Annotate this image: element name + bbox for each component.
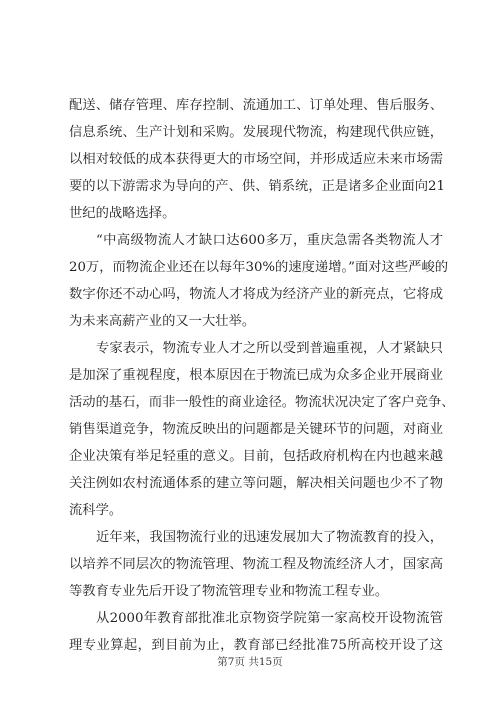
paragraph-3: [69, 335, 455, 524]
text-line: 等教育专业先后开设了物流管理专业和物流工程专业。: [69, 584, 389, 599]
text-line: 信息系统、生产计划和采购。发展现代物流，构建现代供应链，: [69, 125, 443, 140]
text-line: “中高级物流人才缺口达600多万，重庆急需各类物流人才: [96, 233, 443, 248]
paragraph-2: [69, 227, 449, 335]
text-line: 活动的基石，而非一般性的商业途径。物流状况决定了客户竞争、: [69, 395, 455, 410]
text-line: 是加深了重视程度，根本原因在于物流已成为众多企业开展商业: [69, 368, 443, 383]
document-body: [69, 92, 455, 659]
text-line: 配送、储存管理、库存控制、流通加工、订单处理、售后服务、: [69, 98, 443, 113]
text-line: 以相对较低的成本获得更大的市场空间，并形成适应未来市场需: [69, 152, 443, 167]
text-line: 要的以下游需求为导向的产、供、销系统，正是诸多企业面向21: [69, 179, 445, 194]
paragraph-4: [69, 524, 443, 605]
text-line: 企业决策有举足轻重的意义。目前，包括政府机构在内也越来越: [69, 449, 443, 464]
text-line: 理专业算起，到目前为止，教育部已经批准75所高校开设了这: [69, 638, 443, 653]
text-line: 关注例如农村流通体系的建立等问题，解决相关问题也少不了物: [69, 476, 443, 491]
text-line: 以培养不同层次的物流管理、物流工程及物流经济人才，国家高: [69, 557, 443, 572]
text-line: 20万，而物流企业还在以每年30%的速度递增。”面对这些严峻的: [69, 260, 449, 275]
text-line: 近年来，我国物流行业的迅速发展加大了物流教育的投入，: [96, 530, 443, 545]
text-line: 为未来高薪产业的又一大壮举。: [69, 314, 256, 329]
text-line: 世纪的战略选择。: [69, 206, 176, 221]
paragraph-1: [69, 92, 443, 227]
text-line: 流科学。: [69, 503, 123, 518]
text-line: 从2000年教育部批准北京物资学院第一家高校开设物流管: [96, 611, 443, 626]
text-line: 专家表示，物流专业人才之所以受到普遍重视，人才紧缺只: [96, 341, 443, 356]
text-line: 销售渠道竞争，物流反映出的问题都是关键环节的问题，对商业: [69, 422, 443, 437]
paragraph-5: [69, 605, 443, 659]
text-line: 数字你还不动心吗，物流人才将成为经济产业的新亮点，它将成: [69, 287, 443, 302]
page-number-footer: 第7页 共15页: [217, 656, 283, 668]
